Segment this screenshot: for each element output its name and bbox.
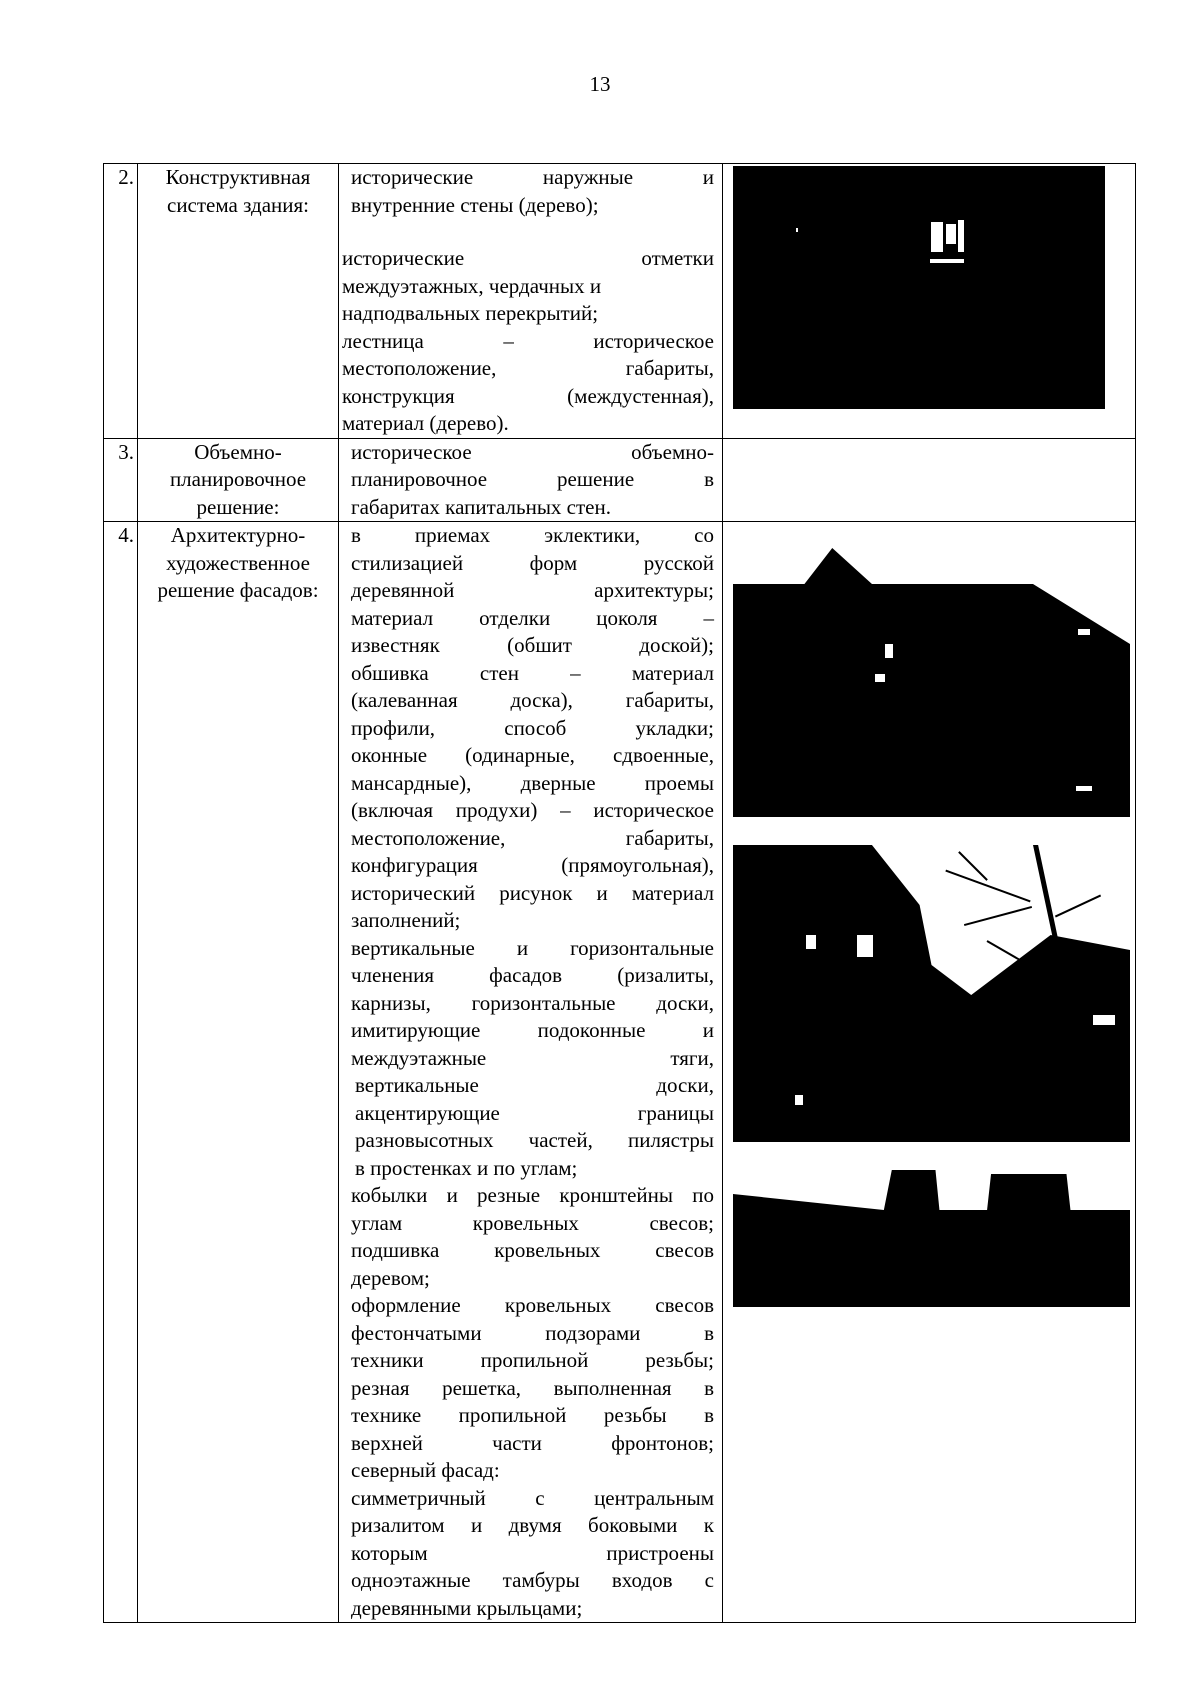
photo-cell xyxy=(723,164,1136,439)
feature-name: Конструктивная система здания: xyxy=(138,164,339,439)
description-line: подшивка кровельных свесов xyxy=(351,1238,714,1262)
row-number: 2. xyxy=(104,164,138,439)
feature-description xyxy=(339,164,723,439)
description-line: исторические наружные и xyxy=(351,165,714,189)
description-line: в приемах эклектики, со xyxy=(351,523,714,547)
description-line: оконные (одинарные, сдвоенные, xyxy=(351,743,714,767)
description-line: резная решетка, выполненная в xyxy=(351,1375,714,1400)
description-line: историческое объемно- xyxy=(351,439,714,464)
description-line: надподвальных перекрытий; xyxy=(342,301,599,325)
description-line: одноэтажные тамбуры входов с xyxy=(351,1568,714,1592)
description-line: верхней части фронтонов; xyxy=(351,1430,714,1455)
description-line: исторические отметки xyxy=(342,246,714,270)
facade-photo-2 xyxy=(733,845,1130,1142)
description-line: оформление кровельных свесов xyxy=(351,1293,714,1317)
description-line: (калеванная доска), габариты, xyxy=(351,688,714,712)
description-line: (включая продухи) – историческое xyxy=(351,798,714,822)
description-line: деревянными крыльцами; xyxy=(351,1595,583,1620)
description-line: симметричный с центральным xyxy=(351,1485,714,1510)
description-line: имитирующие подоконные и xyxy=(351,1018,714,1042)
description-line: кобылки и резные кронштейны по xyxy=(351,1183,714,1207)
description-line: междуэтажные тяги, xyxy=(351,1045,714,1070)
description-line: технике пропильной резьбы в xyxy=(351,1403,714,1427)
page-number: 13 xyxy=(589,72,611,96)
description-line: исторический рисунок и материал xyxy=(351,880,714,905)
table-row-3 xyxy=(104,438,1136,522)
description-line: материал (дерево). xyxy=(342,411,509,435)
description-line: членения фасадов (ризалиты, xyxy=(351,963,714,987)
row-number: 4. xyxy=(104,522,138,1623)
description-line: деревом; xyxy=(351,1265,430,1290)
description-line: северный фасад: xyxy=(351,1458,500,1482)
protected-features-table xyxy=(103,163,1136,1623)
description-line: профили, способ укладки; xyxy=(351,715,714,740)
description-line: вертикальные и горизонтальные xyxy=(351,935,714,960)
description-line: материал отделки цоколя – xyxy=(351,605,714,630)
description-line: углам кровельных свесов; xyxy=(351,1210,714,1235)
description-line: известняк (обшит доской); xyxy=(351,633,714,657)
row-number: 3. xyxy=(104,438,138,522)
facade-photo-3 xyxy=(733,1170,1130,1307)
description-line: местоположение, габариты, xyxy=(342,356,714,380)
description-line: мансардные), дверные проемы xyxy=(351,770,714,795)
table-row-4 xyxy=(104,522,1136,1623)
description-line: которым пристроены xyxy=(351,1540,714,1565)
description-line: ризалитом и двумя боковыми к xyxy=(351,1513,714,1537)
feature-description xyxy=(339,522,723,1623)
description-line: обшивка стен – материал xyxy=(351,660,714,685)
facade-photo-1 xyxy=(733,524,1130,817)
description-line: междуэтажных, чердачных и xyxy=(342,273,602,298)
description-line: лестница – историческое xyxy=(342,328,714,353)
description-line: габаритах капитальных стен. xyxy=(351,494,611,519)
interior-photo xyxy=(733,166,1105,409)
description-line: деревянной архитектуры; xyxy=(351,578,714,602)
description-line: вертикальные доски, xyxy=(355,1073,714,1097)
description-line: в простенках и по углам; xyxy=(355,1155,578,1180)
table-row-2 xyxy=(104,164,1136,439)
description-line: техники пропильной резьбы; xyxy=(351,1348,714,1372)
photo-cell-empty xyxy=(723,438,1136,522)
description-line: стилизацией форм русской xyxy=(351,550,714,575)
feature-description xyxy=(339,438,723,522)
feature-name: Объемно-планировочное решение: xyxy=(138,438,339,522)
photo-cell xyxy=(723,522,1136,1623)
feature-name: Архитектурно-художественное решение фасадов: xyxy=(138,522,339,1623)
description-line: конструкция (междустенная), xyxy=(342,383,714,408)
description-line: акцентирующие границы xyxy=(355,1100,714,1125)
description-line: конфигурация (прямоугольная), xyxy=(351,853,714,877)
description-line: разновысотных частей, пилястры xyxy=(355,1128,714,1152)
description-line: карнизы, горизонтальные доски, xyxy=(351,990,714,1015)
description-line: фестончатыми подзорами в xyxy=(351,1320,714,1345)
description-line: планировочное решение в xyxy=(351,467,714,491)
description-line: заполнений; xyxy=(351,908,461,932)
description-line: местоположение, габариты, xyxy=(351,825,714,850)
description-line: внутренние стены (дерево); xyxy=(351,192,599,217)
